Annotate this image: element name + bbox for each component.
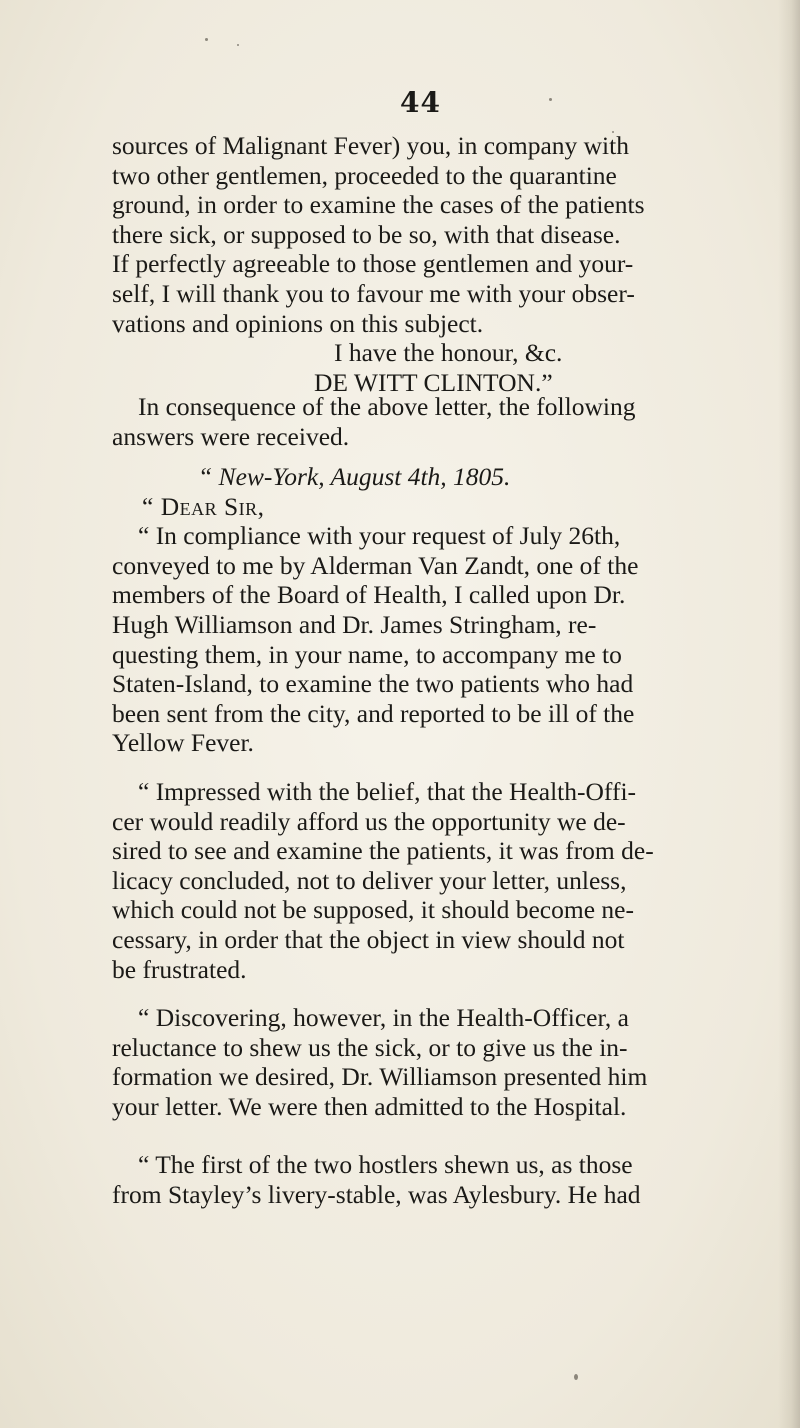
text-line: two other gentlemen, proceeded to the quarantine [112,160,617,190]
reply-paragraph-3 [112,1003,798,1121]
reply-paragraph-4 [112,1150,798,1209]
text-line: self, I will thank you to favour me with your obser- [112,278,635,308]
salutation: “ Dear Sir, [142,491,265,521]
intro-paragraph [112,392,798,451]
paper-speck [205,38,208,41]
text-line: formation we desired, Dr. Williamson presented him [112,1062,648,1092]
text-line: In consequence of the above letter, the following [138,392,636,421]
paper-speck [237,44,239,46]
text-line: sources of Malignant Fever) you, in company with [112,131,629,160]
letter-ending [112,131,798,397]
paper-speck [549,98,552,101]
text-line: members of the Board of Health, I called upon Dr. [112,580,626,610]
text-line: “ Discovering, however, in the Health-Officer, a [138,1003,629,1032]
text-line: sired to see and examine the patients, it was from de- [112,836,654,866]
letter-closing: I have the honour, &c. [334,338,563,368]
text-line: which could not be supposed, it should become ne- [112,895,634,925]
text-line: ground, in order to examine the cases of the patients [112,190,645,220]
paper-speck [574,1374,578,1380]
date-line: “ New-York, August 4th, 1805. [198,462,511,491]
text-line: reluctance to shew us the sick, or to give us the in- [112,1032,628,1062]
text-line: been sent from the city, and reported to be ill of the [112,698,635,728]
text-line: answers were received. [112,421,350,451]
text-line: licacy concluded, not to deliver your letter, unless, [112,865,627,895]
text-line: be frustrated. [112,954,247,984]
text-line: “ Impressed with the belief, that the Health-Offi- [138,777,637,806]
reply-letter-opening [112,462,798,758]
reply-paragraph-2 [112,777,798,984]
text-line: Staten-Island, to examine the two patients who had [112,669,634,699]
text-line: questing them, in your name, to accompany me to [112,639,622,669]
letter-signature: DE WITT CLINTON.” [314,367,553,397]
text-line: “ In compliance with your request of July 26th, [138,521,621,551]
text-line: Yellow Fever. [112,728,254,758]
text-line: cer would readily afford us the opportunity we de- [112,806,626,836]
text-line: from Stayley’s livery-stable, was Aylesbury. He had [112,1179,641,1209]
text-line: Hugh Williamson and Dr. James Stringham, re- [112,609,597,639]
text-line: cessary, in order that the object in view should not [112,924,625,954]
text-line: conveyed to me by Alderman Van Zandt, one of the [112,550,639,580]
text-line: there sick, or supposed to be so, with that disease. [112,219,621,249]
text-line: “ The first of the two hostlers shewn us, as those [138,1150,633,1179]
text-line: your letter. We were then admitted to the Hospital. [112,1091,627,1121]
text-line: vations and opinions on this subject. [112,308,484,338]
page-number: 44 [400,86,441,119]
text-line: If perfectly agreeable to those gentlemen and your- [112,249,634,279]
